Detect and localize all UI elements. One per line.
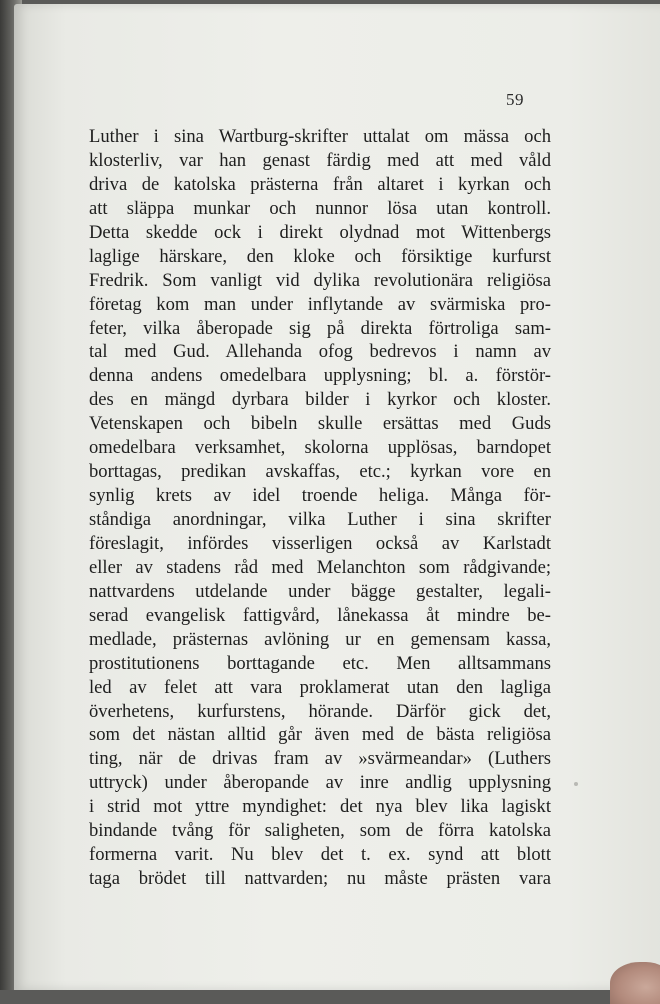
body-text <box>89 125 551 891</box>
text-line: överhetens, kurfurstens, hörande. Därför gick det, <box>89 700 551 722</box>
text-line: tal med Gud. Allehanda ofog bedrevos i namn av <box>89 341 551 363</box>
text-line: driva de katolska prästerna från altaret i kyrkan och <box>89 173 551 195</box>
book-page <box>14 4 660 990</box>
text-line: föreslagit, infördes visserligen också av Karlstadt <box>89 532 551 554</box>
text-line: företag kom man under inflytande av svärmiska pro- <box>89 293 551 315</box>
text-line: nattvardens utdelande under bägge gestalter, legali- <box>89 580 551 602</box>
text-line: taga brödet till nattvarden; nu måste prästen vara <box>89 868 551 890</box>
text-line: bindande tvång för saligheten, som de förra katolska <box>89 820 551 842</box>
text-line: medlade, prästernas avlöning ur en gemensam kassa, <box>89 628 551 650</box>
text-line: des en mängd dyrbara bilder i kyrkor och kloster. <box>89 389 551 411</box>
text-line: Luther i sina Wartburg-skrifter uttalat om mässa och <box>89 126 551 147</box>
text-line: i strid mot yttre myndighet: det nya blev lika lagiskt <box>89 796 551 818</box>
text-line: synlig krets av idel troende heliga. Många för- <box>89 485 551 507</box>
text-line: att släppa munkar och nunnor lösa utan kontroll. <box>89 197 551 219</box>
page-number: 59 <box>506 90 524 109</box>
text-line: feter, vilka åberopade sig på direkta förtroliga sam- <box>89 317 551 339</box>
text-line: ting, när de drivas fram av »svärmeandar» (Luthers <box>89 748 551 770</box>
text-line: prostitutionens borttagande etc. Men alltsammans <box>89 652 551 674</box>
text-line: led av felet att vara proklamerat utan den lagliga <box>89 676 551 698</box>
text-line: eller av stadens råd med Melanchton som rådgivande; <box>89 556 551 578</box>
text-line: formerna varit. Nu blev det t. ex. synd att blott <box>89 844 551 866</box>
text-line: serad evangelisk fattigvård, lånekassa åt mindre be- <box>89 604 551 626</box>
text-line: borttagas, predikan avskaffas, etc.; kyrkan vore en <box>89 461 551 483</box>
thumb <box>610 962 660 1004</box>
text-line: denna andens omedelbara upplysning; bl. a. förstör- <box>89 365 551 387</box>
text-line: omedelbara verksamhet, skolorna upplösas, barndopet <box>89 437 551 459</box>
text-line: uttryck) under åberopande av inre andlig upplysning <box>89 772 551 794</box>
text-line: Vetenskapen och bibeln skulle ersättas med Guds <box>89 413 551 435</box>
text-line: Detta skedde ock i direkt olydnad mot Wittenbergs <box>89 221 551 243</box>
text-line: ståndiga anordningar, vilka Luther i sina skrifter <box>89 509 551 530</box>
paper-speck <box>574 782 578 786</box>
text-line: som det nästan alltid går även med de bästa religiösa <box>89 724 551 746</box>
text-line: klosterliv, var han genast färdig med att med våld <box>89 149 551 171</box>
text-line: Fredrik. Som vanligt vid dylika revolutionära religiösa <box>89 269 551 291</box>
text-line: laglige härskare, den kloke och försiktige kurfurst <box>89 245 551 267</box>
